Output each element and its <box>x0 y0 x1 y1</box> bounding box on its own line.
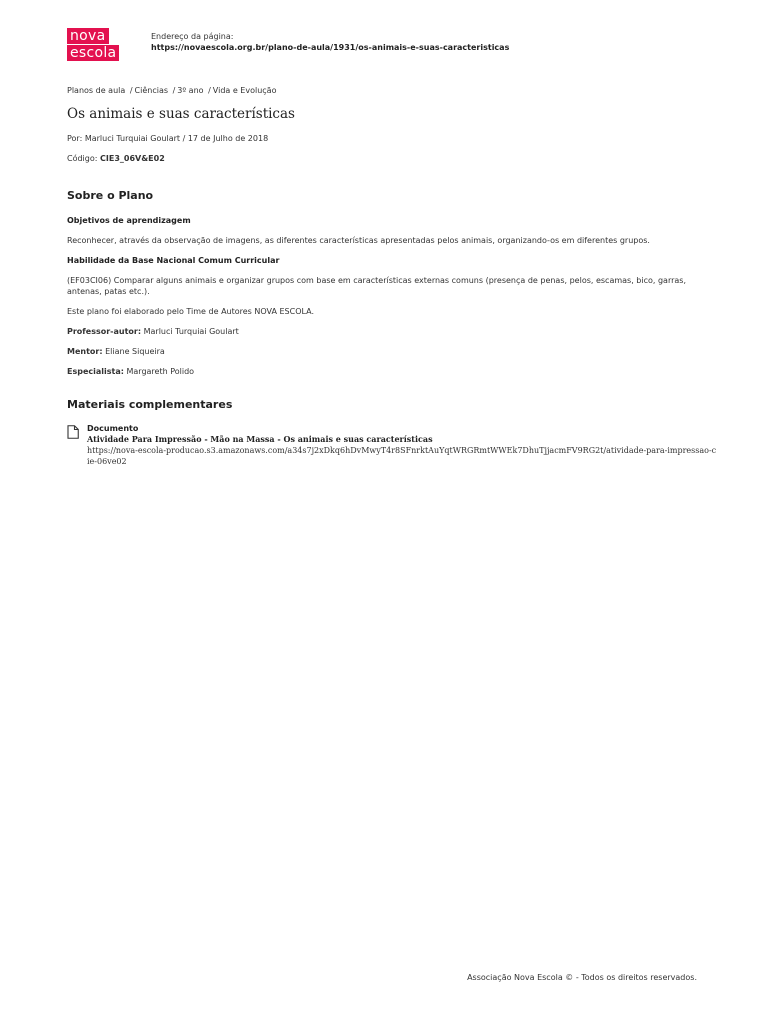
professor-value: Marluci Turquiai Goulart <box>143 327 239 336</box>
byline-author: Marluci Turquiai Goulart <box>84 134 181 143</box>
specialist-value: Margareth Polido <box>126 367 195 376</box>
page-title: Os animais e suas características <box>67 106 295 122</box>
objectives-text: Reconhecer, através da observação de imagens, as diferentes características apresentadas pelos animais, organizando-os em diferentes grupos. <box>67 236 650 245</box>
document-icon <box>67 425 80 467</box>
material-name[interactable]: Atividade Para Impressão - Mão na Massa - Os animais e suas características <box>87 434 433 444</box>
main-content <box>67 85 717 467</box>
professor-line <box>67 326 717 337</box>
breadcrumb-item[interactable]: Ciências <box>134 86 169 95</box>
breadcrumb-separator: / <box>208 86 211 95</box>
mentor-value: Eliane Siqueira <box>105 347 165 356</box>
byline <box>67 133 717 144</box>
breadcrumb-item[interactable]: Planos de aula <box>67 86 126 95</box>
footer-copyright: Associação Nova Escola © - Todos os direitos reservados. <box>467 973 697 982</box>
bncc-label: Habilidade da Base Nacional Comum Curricular <box>67 256 280 265</box>
byline-date: 17 de Julho de 2018 <box>187 134 269 143</box>
authors-note: Este plano foi elaborado pelo Time de Autores NOVA ESCOLA. <box>67 307 315 316</box>
specialist-line <box>67 366 717 377</box>
code-label: Código: <box>67 154 98 163</box>
specialist-label: Especialista: <box>67 367 124 376</box>
material-url[interactable]: https://nova-escola-producao.s3.amazonaws.com/a34s7j2xDkq6hDvMwyT4r8SFnrktAuYqtWRGRmtWWEk7DhuTjjacmFV9RG2t/atividade-para-impressao-cie-06ve02 <box>87 446 717 466</box>
byline-separator: / <box>182 134 186 143</box>
address-url[interactable]: https://novaescola.org.br/plano-de-aula/1931/os-animais-e-suas-caracteristicas <box>151 43 510 52</box>
code-value: CIE3_06V&E02 <box>100 154 165 163</box>
logo-line-escola: escola <box>67 45 119 61</box>
mentor-line <box>67 346 717 357</box>
lesson-code <box>67 153 717 164</box>
breadcrumb-item[interactable]: 3º ano <box>177 86 204 95</box>
bncc-text: (EF03CI06) Comparar alguns animais e organizar grupos com base em características externas comuns (presença de penas, pelos, escamas, bico, garras, antenas, patas etc.). <box>67 276 687 296</box>
professor-label: Professor-autor: <box>67 327 142 336</box>
breadcrumb-separator: / <box>129 86 133 95</box>
byline-prefix: Por: <box>67 134 83 143</box>
material-kind: Documento <box>87 424 139 433</box>
address-label: Endereço da página: <box>151 32 234 41</box>
breadcrumb-item[interactable]: Vida e Evolução <box>212 86 277 95</box>
materials-heading: Materiais complementares <box>67 398 233 411</box>
objectives-label: Objetivos de aprendizagem <box>67 216 191 225</box>
breadcrumb-separator: / <box>172 86 176 95</box>
mentor-label: Mentor: <box>67 347 103 356</box>
nova-escola-logo[interactable] <box>67 28 124 62</box>
page-address <box>151 31 509 53</box>
about-heading: Sobre o Plano <box>67 189 154 202</box>
breadcrumb <box>67 85 717 96</box>
logo-line-nova: nova <box>67 28 109 44</box>
material-item[interactable] <box>67 424 717 467</box>
